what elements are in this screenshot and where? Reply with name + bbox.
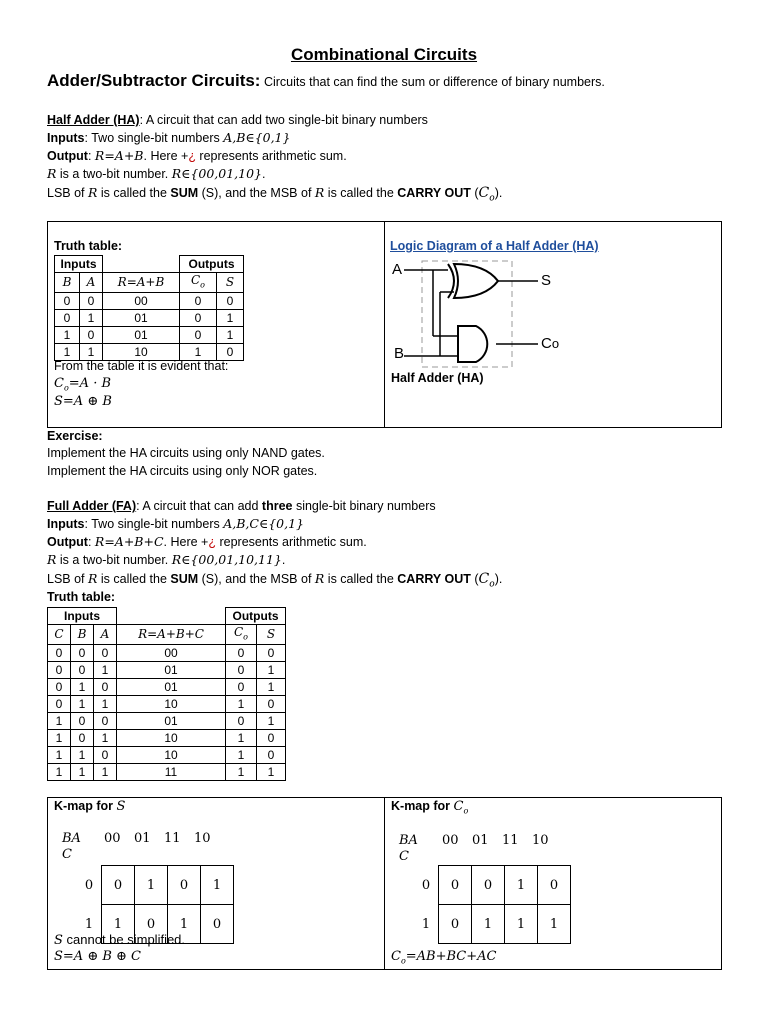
table-cell: 00 [103, 293, 180, 310]
table-cell: 01 [103, 310, 180, 327]
fa-r-line [47, 551, 285, 569]
lsb-b: is called the [97, 186, 171, 200]
kmap-co-c [399, 849, 409, 864]
table-cell: 0 [94, 713, 117, 730]
r-text: is a two-bit number. [56, 167, 172, 181]
kmap-cell: 0 [102, 866, 135, 905]
ha-tt-outputs-header: Outputs [180, 256, 244, 273]
kmap-cell: 0 [201, 905, 234, 944]
table-cell: 1 [257, 662, 286, 679]
table-cell: 0 [217, 344, 244, 361]
sum-label: SUM [170, 186, 199, 200]
table-cell: 0 [80, 293, 103, 310]
kmap-co-title [391, 799, 468, 816]
table-cell: 01 [117, 713, 226, 730]
kmap-co-eq-c: C [391, 949, 401, 964]
xor-gate-back [448, 264, 454, 298]
table-cell: 1 [257, 764, 286, 781]
fa-lsb-r: R [88, 571, 98, 586]
kmap-s-ba [62, 831, 81, 846]
table-cell: 1 [71, 747, 94, 764]
kmap-co-eq-rest: =AB+BC+AC [405, 949, 497, 964]
co-sub: o [200, 280, 205, 290]
ha-eq-s: S=A ⊕ B [54, 394, 112, 409]
table-cell: 1 [48, 713, 71, 730]
kmap-s-eq: S=A ⊕ B ⊕ C [54, 949, 142, 964]
table-cell: 0 [48, 662, 71, 679]
carry-label: CARRY OUT [397, 186, 471, 200]
fa-output-math: R=A+B+C [94, 534, 164, 549]
page-title: Combinational Circuits [290, 45, 478, 64]
kmap-s-c-text: C [62, 847, 72, 862]
kmap-co-eq [391, 949, 496, 966]
kmap-s-ba-text: BA [62, 831, 81, 846]
exercise-line-2: Implement the HA circuits using only NOR gates. [47, 464, 318, 478]
fa-lsb-line [47, 570, 502, 594]
output-math: R=A+B [94, 148, 144, 163]
fa-label: Full Adder (FA) [47, 499, 137, 513]
kmap-s-c [62, 847, 72, 862]
kmap-s-title-var: S [116, 799, 126, 814]
fa-tt-label: Truth table: [47, 590, 116, 604]
table-cell: 10 [103, 344, 180, 361]
fa-truth-table [47, 607, 286, 781]
fa-inputs-text: : Two single-bit numbers [84, 517, 224, 531]
exercise-label: Exercise: [47, 429, 103, 443]
kmap-cell: 0 [439, 905, 472, 944]
table-row [48, 679, 286, 696]
table-cell: 1 [217, 310, 244, 327]
ha-col-r: R=A+B [103, 273, 180, 293]
fa-col-s: S [257, 625, 286, 645]
table-cell: 1 [226, 696, 257, 713]
table-row [48, 764, 286, 781]
kmap-cell: 0 [135, 905, 168, 944]
xor-gate [454, 264, 498, 298]
ha-truth-table [54, 255, 244, 361]
lsb-d: is called the [324, 186, 398, 200]
fa-desc-a: : A circuit that can add [136, 499, 262, 513]
kmap-cell: 0 [472, 866, 505, 905]
kmap-s-title-text: K-map for [54, 799, 117, 813]
fa-output-q: ¿ [208, 535, 216, 549]
ha-tt-label: Truth table: [54, 239, 123, 253]
table-cell: 1 [48, 764, 71, 781]
ha-tt-inputs-header: Inputs [55, 256, 103, 273]
ha-col-b: B [55, 273, 80, 293]
table-cell: 0 [94, 747, 117, 764]
table-cell: 0 [226, 645, 257, 662]
fa-desc-b: single-bit binary numbers [292, 499, 436, 513]
lsb-r2: R [314, 185, 325, 200]
table-cell: 1 [94, 696, 117, 713]
table-cell: 01 [117, 679, 226, 696]
table-cell: 0 [48, 696, 71, 713]
kmap-s-col-1: 01 [134, 831, 151, 846]
kmap-s-col-2: 11 [164, 831, 181, 846]
fa-inputs-math: A,B,C∈{0,1} [223, 516, 304, 531]
kmap-cell: 0 [439, 866, 472, 905]
lsb-f: ). [494, 186, 503, 200]
table-cell: 1 [80, 344, 103, 361]
kmap-co-grid [414, 865, 571, 944]
fa-inputs [47, 515, 304, 533]
kmap-s-title [54, 799, 125, 814]
table-cell: 01 [103, 327, 180, 344]
fa-co-c: C [233, 625, 244, 639]
kmap-row [77, 866, 234, 905]
kmap-co-cols [442, 833, 562, 848]
table-cell: 1 [94, 662, 117, 679]
kmap-co-title-var: C [453, 799, 464, 814]
kmap-row-label: 0 [84, 877, 94, 893]
heading-main: Adder/Subtractor Circuits: [47, 71, 261, 90]
table-cell: 0 [257, 696, 286, 713]
table-cell: 1 [226, 747, 257, 764]
co-c: C [190, 273, 201, 287]
ha-inputs [47, 129, 290, 147]
ha-desc: : A circuit that can add two single-bit binary numbers [139, 113, 428, 127]
kmap-co-ba [399, 833, 418, 848]
fa-lsb-b: is called the [97, 572, 171, 586]
diagram-label-a: A [392, 261, 403, 278]
kmap-co-col-0: 00 [442, 833, 459, 848]
table-cell: 01 [117, 662, 226, 679]
co-sub: o [489, 193, 495, 204]
r-math: R [47, 166, 57, 181]
table-cell: 0 [71, 713, 94, 730]
table-cell: 1 [48, 747, 71, 764]
table-cell: 10 [117, 696, 226, 713]
table-cell: 0 [71, 645, 94, 662]
ha-diagram-link[interactable]: Logic Diagram of a Half Adder (HA) [390, 239, 599, 253]
table-cell: 0 [71, 662, 94, 679]
kmap-row [414, 866, 571, 905]
kmap-cell: 1 [201, 866, 234, 905]
lsb-e: ( [470, 186, 479, 200]
table-cell: 0 [48, 679, 71, 696]
exercise-line-1: Implement the HA circuits using only NAND gates. [47, 446, 325, 460]
diagram-label-co [541, 335, 559, 352]
fa-carry-label: CARRY OUT [397, 572, 471, 586]
table-cell: 10 [117, 747, 226, 764]
table-cell: 0 [217, 293, 244, 310]
table-cell: 0 [80, 327, 103, 344]
output-post: represents arithmetic sum. [195, 149, 347, 163]
kmap-cell: 1 [102, 905, 135, 944]
ha-eq-co [54, 376, 111, 393]
fa-lsb-a: LSB of [47, 572, 88, 586]
fa-definition [47, 498, 436, 515]
fa-output-post: represents arithmetic sum. [216, 535, 367, 549]
fa-r-end: . [281, 553, 286, 567]
kmap-co-eq-sub: o [400, 956, 406, 966]
table-cell: 0 [55, 293, 80, 310]
table-row [48, 696, 286, 713]
table-cell: 0 [226, 662, 257, 679]
table-cell: 11 [117, 764, 226, 781]
kmap-co-c-text: C [399, 849, 409, 864]
table-row [48, 662, 286, 679]
fa-lsb-d: is called the [324, 572, 398, 586]
table-cell: 1 [257, 713, 286, 730]
kmap-co-col-1: 01 [472, 833, 489, 848]
fa-tt-inputs-header: Inputs [48, 608, 117, 625]
table-cell: 00 [117, 645, 226, 662]
fa-lsb-f: ). [494, 572, 503, 586]
kmap-row-label: 1 [421, 916, 431, 932]
table-cell: 0 [71, 730, 94, 747]
fa-r-text: is a two-bit number. [56, 553, 172, 567]
kmap-row-label: 0 [421, 877, 431, 893]
table-cell: 0 [180, 293, 217, 310]
ha-definition [47, 112, 428, 129]
fa-output-label: Output [47, 535, 88, 549]
table-cell: 0 [257, 730, 286, 747]
table-cell: 1 [71, 764, 94, 781]
kmap-cell: 1 [135, 866, 168, 905]
table-cell: 0 [94, 645, 117, 662]
table-cell: 10 [117, 730, 226, 747]
section-heading [47, 71, 605, 91]
ha-r-line [47, 165, 265, 183]
kmap-cell: 1 [538, 905, 571, 944]
lsb-r: R [88, 185, 98, 200]
kmap-s-col-0: 00 [104, 831, 121, 846]
kmap-row-label: 1 [84, 916, 94, 932]
table-cell: 1 [94, 730, 117, 747]
ha-col-s: S [217, 273, 244, 293]
fa-tt-outputs-header: Outputs [226, 608, 286, 625]
table-cell: 1 [80, 310, 103, 327]
kmap-co-col-2: 11 [502, 833, 519, 848]
table-cell: 1 [71, 696, 94, 713]
table-row [55, 310, 244, 327]
fa-col-b: B [71, 625, 94, 645]
kmap-s-note-text: cannot be simplified. [62, 932, 186, 947]
kmap-box-divider [384, 797, 385, 970]
table-row [48, 747, 286, 764]
kmap-co-ba-text: BA [399, 833, 418, 848]
kmap-cell: 0 [538, 866, 571, 905]
table-cell: 0 [180, 327, 217, 344]
diag-co-sub: o [551, 336, 560, 351]
lsb-a: LSB of [47, 186, 88, 200]
ha-evident: From the table it is evident that: [54, 359, 229, 373]
fa-inputs-label: Inputs [47, 517, 85, 531]
table-cell: 0 [48, 645, 71, 662]
table-cell: 1 [55, 327, 80, 344]
kmap-cell: 1 [505, 866, 538, 905]
inputs-text: : Two single-bit numbers [84, 131, 224, 145]
fa-lsb-r2: R [314, 571, 325, 586]
fa-col-c: C [48, 625, 71, 645]
fa-lsb-e: ( [470, 572, 479, 586]
fa-co-symbol: C [478, 571, 490, 587]
fa-tt-blank [117, 608, 226, 625]
fa-col-r: R=A+B+C [117, 625, 226, 645]
fa-lsb-c: (S), and the MSB of [198, 572, 315, 586]
output-mid: . Here + [143, 149, 189, 163]
table-cell: 0 [55, 310, 80, 327]
fa-col-a: A [94, 625, 117, 645]
table-cell: 1 [226, 764, 257, 781]
inputs-label: Inputs [47, 131, 85, 145]
ha-label: Half Adder (HA) [47, 113, 140, 127]
diagram-label-s: S [541, 272, 552, 289]
ha-col-a: A [80, 273, 103, 293]
eq1-sub: o [63, 383, 69, 393]
table-cell: 1 [217, 327, 244, 344]
table-cell: 1 [94, 764, 117, 781]
table-cell: 1 [257, 679, 286, 696]
kmap-cell: 1 [472, 905, 505, 944]
fa-output-pre: : [87, 535, 95, 549]
table-cell: 0 [257, 645, 286, 662]
table-cell: 0 [94, 679, 117, 696]
ha-lsb-line [47, 184, 502, 208]
fa-co-sub: o [489, 579, 495, 590]
output-label: Output [47, 149, 88, 163]
table-row [55, 293, 244, 310]
ha-box-divider [384, 221, 385, 428]
kmap-co-title-sub: o [463, 806, 469, 816]
kmap-s-note [54, 932, 185, 948]
kmap-s-cols [104, 831, 224, 846]
output-q: ¿ [188, 149, 196, 163]
table-cell: 0 [226, 679, 257, 696]
and-gate [458, 326, 487, 362]
fa-output [47, 533, 367, 551]
kmap-cell: 0 [168, 866, 201, 905]
heading-sub: Circuits that can find the sum or difference of binary numbers. [263, 75, 605, 89]
ha-col-co [180, 273, 217, 293]
fa-col-co [226, 625, 257, 645]
kmap-s-note-var: S [54, 933, 63, 948]
output-pre: : [87, 149, 95, 163]
ha-diagram-caption: Half Adder (HA) [391, 371, 484, 385]
fa-output-mid: . Here + [163, 535, 209, 549]
kmap-co-col-3: 10 [532, 833, 549, 848]
r-end: . [261, 167, 266, 181]
inputs-math: A,B∈{0,1} [223, 130, 291, 145]
table-cell: 1 [226, 730, 257, 747]
fa-sum-label: SUM [170, 572, 199, 586]
kmap-s-col-3: 10 [194, 831, 211, 846]
ha-tt-blank [103, 256, 180, 273]
table-cell: 1 [48, 730, 71, 747]
eq1-rest: =A · B [68, 376, 112, 391]
ha-output [47, 147, 347, 165]
fa-r-math: R [47, 552, 57, 567]
fa-co-sub2: o [243, 632, 248, 642]
fa-three: three [261, 499, 293, 513]
table-cell: 1 [71, 679, 94, 696]
table-cell: 1 [180, 344, 217, 361]
table-cell: 0 [226, 713, 257, 730]
table-cell: 0 [257, 747, 286, 764]
table-cell: 1 [55, 344, 80, 361]
table-row [48, 730, 286, 747]
half-adder-diagram [390, 256, 590, 368]
eq1-c: C [54, 376, 64, 391]
table-row [55, 327, 244, 344]
table-row [48, 713, 286, 730]
kmap-row [414, 905, 571, 944]
kmap-co-title-text: K-map for [391, 799, 454, 813]
kmap-cell: 1 [505, 905, 538, 944]
kmap-cell: 1 [168, 905, 201, 944]
fa-r-set: R∈{00,01,10,11} [171, 552, 282, 567]
diag-co-c: C [541, 335, 552, 352]
lsb-c: (S), and the MSB of [198, 186, 315, 200]
co-symbol: C [478, 185, 490, 201]
r-set: R∈{00,01,10} [171, 166, 262, 181]
table-cell: 0 [180, 310, 217, 327]
diagram-label-b: B [394, 345, 405, 362]
table-row [48, 645, 286, 662]
